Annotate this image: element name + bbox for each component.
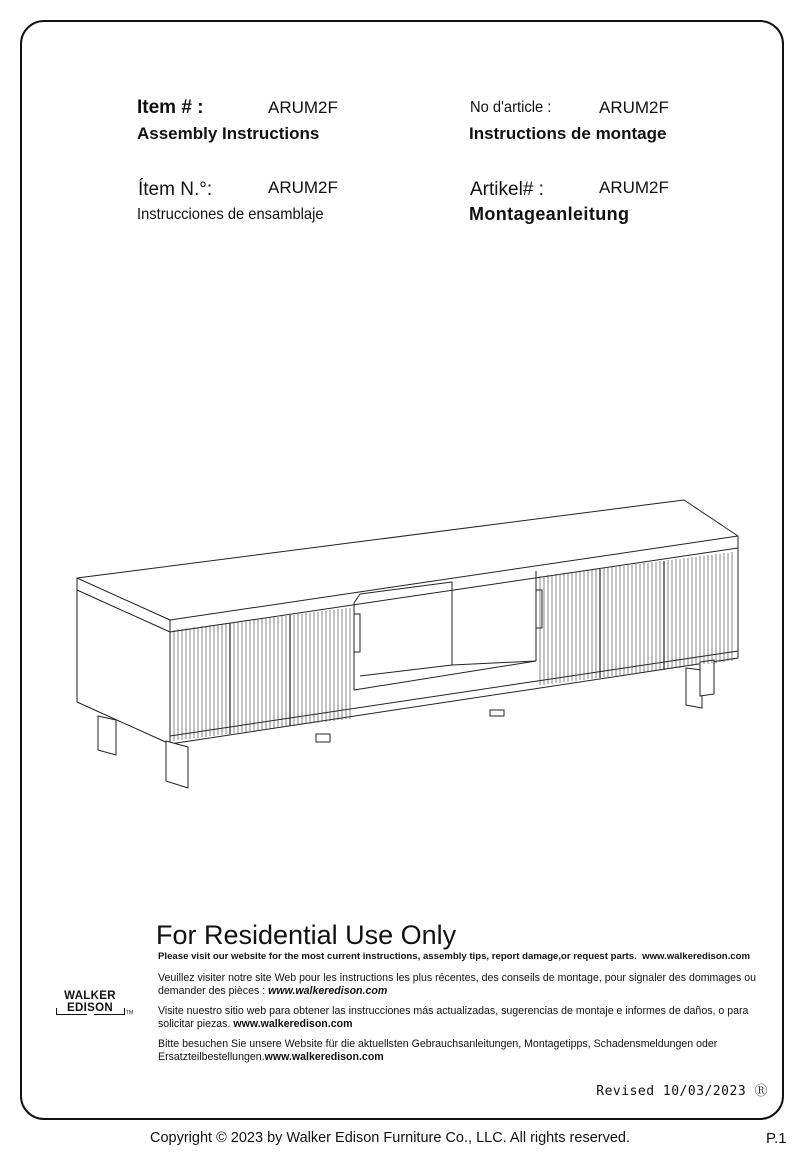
item-label-en: Item # : xyxy=(137,97,204,118)
website-link-de[interactable]: www.walkeredison.com xyxy=(264,1051,384,1063)
subtitle-de: Montageanleitung xyxy=(469,204,630,224)
item-value-fr: ARUM2F xyxy=(599,98,669,117)
stand-top xyxy=(77,500,738,620)
item-value-en: ARUM2F xyxy=(268,98,338,117)
logo-tm: TM xyxy=(126,1010,134,1016)
item-label-es: Ítem N.°: xyxy=(138,179,213,200)
subtitle-en: Assembly Instructions xyxy=(137,124,320,143)
revised-date: Revised 10/03/2023 Ⓡ xyxy=(596,1084,768,1099)
leg-front-left xyxy=(166,741,188,788)
visit-text-es: Visite nuestro sitio web para obtener las instrucciones más actualizadas, sugerencias de montaje e informes de daños, o para solicitar piezas. www.walkeredison.com xyxy=(158,1005,749,1030)
walker-edison-logo xyxy=(40,988,140,1014)
door-handle-left xyxy=(354,614,360,652)
stand-open-compartment xyxy=(354,582,452,676)
subtitle-fr: Instructions de montage xyxy=(469,124,667,143)
item-label-de: Artikel# : xyxy=(470,179,544,200)
website-link-es[interactable]: www.walkeredison.com xyxy=(233,1018,353,1030)
leg-back-left xyxy=(98,716,116,755)
visit-text-en: Please visit our website for the most current instructions, assembly tips, report damage,or request parts. www.walkeredison.com xyxy=(158,951,750,962)
item-value-de: ARUM2F xyxy=(599,178,669,197)
residential-use-heading: For Residential Use Only xyxy=(156,920,457,950)
visit-text-de: Bitte besuchen Sie unsere Website für die aktuellsten Gebrauchsanleitungen, Montagetipps, Schadensmeldungen oder Ersatzteilbestellungen.www.walkeredison.com xyxy=(158,1038,718,1063)
website-link-en[interactable]: www.walkeredison.com xyxy=(642,951,750,962)
subtitle-es: Instrucciones de ensamblaje xyxy=(137,206,324,223)
visit-text-fr: Veuillez visiter notre site Web pour les instructions les plus récentes, des conseils de montage, pour signaler des dommages ou demander des pièces : www.walkeredison.com xyxy=(158,972,757,997)
logo-text: WALKER EDISON xyxy=(64,990,116,1014)
leg-back-right xyxy=(700,660,714,696)
door-handle-right xyxy=(536,590,542,628)
website-link-fr[interactable]: www.walkeredison.com xyxy=(268,985,388,997)
tv-stand-illustration xyxy=(70,490,750,800)
copyright-text: Copyright © 2023 by Walker Edison Furniture Co., LLC. All rights reserved. xyxy=(150,1130,630,1146)
item-label-fr: No d'article : xyxy=(470,99,552,116)
item-value-es: ARUM2F xyxy=(268,178,338,197)
page-number: P.1 xyxy=(766,1130,787,1147)
